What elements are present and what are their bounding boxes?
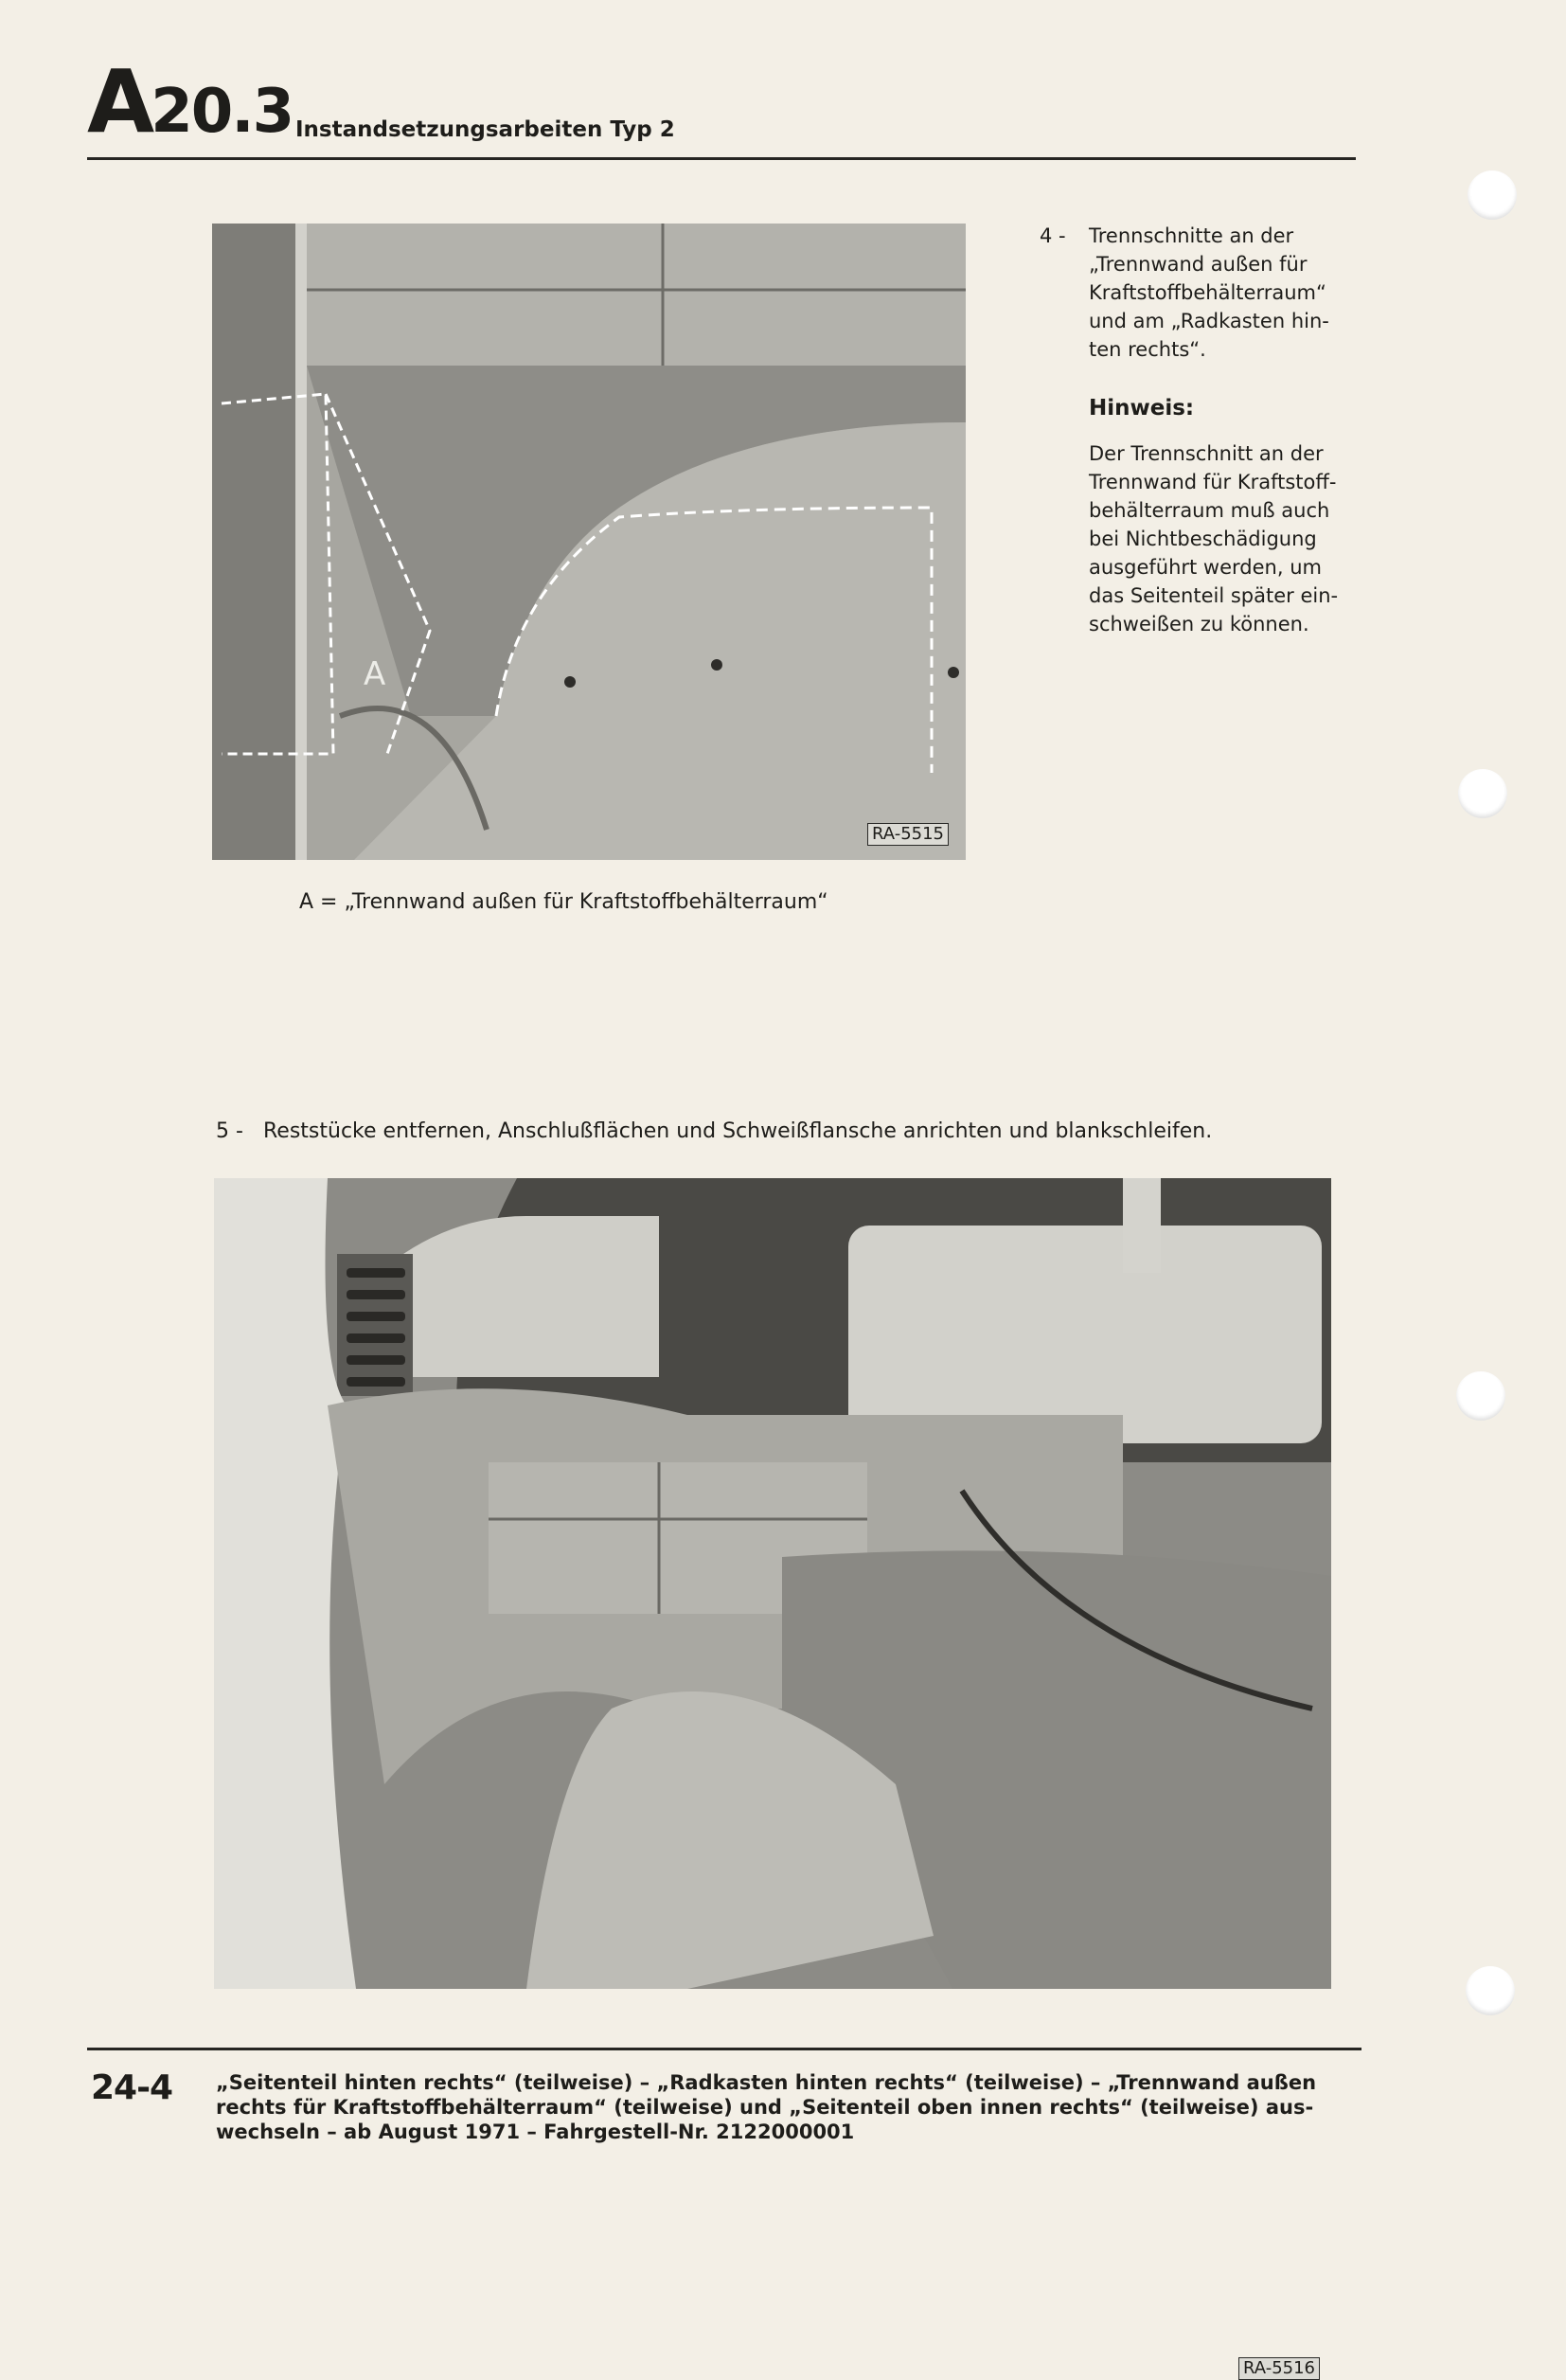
page-number: 24-4 <box>91 2068 173 2107</box>
section-code <box>87 51 294 152</box>
footer-rule <box>87 2048 1361 2050</box>
section-code-letter: A <box>87 51 151 152</box>
step-5-number: 5 - <box>216 1119 243 1143</box>
section-code-number: 20.3 <box>151 77 294 147</box>
footer-text: „Seitenteil hinten rechts“ (teilweise) – „Radkasten hinten rechts“ (teilweise) – „Trennwand außen rechts für Kraftstoffbehälterraum“ (teilweise) und „Seitenteil oben innen rechts“ (teilweise) aus- wechseln – ab August 1971 – Fahrgestell-Nr. 2122000001 <box>216 2071 1317 2143</box>
figure-1-label-a: A <box>364 655 386 693</box>
figure-1-reference: RA-5515 <box>867 823 949 846</box>
header-rule <box>87 157 1356 160</box>
punch-hole <box>1468 170 1517 220</box>
note-heading: Hinweis: <box>1089 396 1195 421</box>
figure-2-reference: RA-5516 <box>1238 2357 1320 2380</box>
figure-1-illustration <box>212 224 966 860</box>
punch-hole <box>1456 1371 1505 1421</box>
figure-1-photo <box>212 224 966 860</box>
step-4-number: 4 - <box>1040 224 1066 247</box>
punch-hole <box>1458 769 1507 818</box>
step-5 <box>216 1119 1212 1143</box>
punch-hole <box>1466 1966 1515 2015</box>
note-text: Der Trennschnitt an der Trennwand für Kraftstoff- behälterraum muß auch bei Nichtbeschädigung ausgeführt werden, um das Seitenteil später ein- schweißen zu können. <box>1089 442 1339 635</box>
step-4 <box>1040 222 1329 361</box>
page-title: Instandsetzungsarbeiten Typ 2 <box>295 117 675 142</box>
figure-1-caption: A = „Trennwand außen für Kraftstoffbehälterraum“ <box>299 890 828 914</box>
step-4-text: Trennschnitte an der „Trennwand außen für Kraftstoffbehälterraum“ und am „Radkasten hin- ten rechts“. <box>1089 224 1329 361</box>
step-5-text: Reststücke entfernen, Anschlußflächen und Schweißflansche anrichten und blankschleifen. <box>263 1119 1213 1143</box>
figure-2-illustration <box>214 1178 1331 1989</box>
